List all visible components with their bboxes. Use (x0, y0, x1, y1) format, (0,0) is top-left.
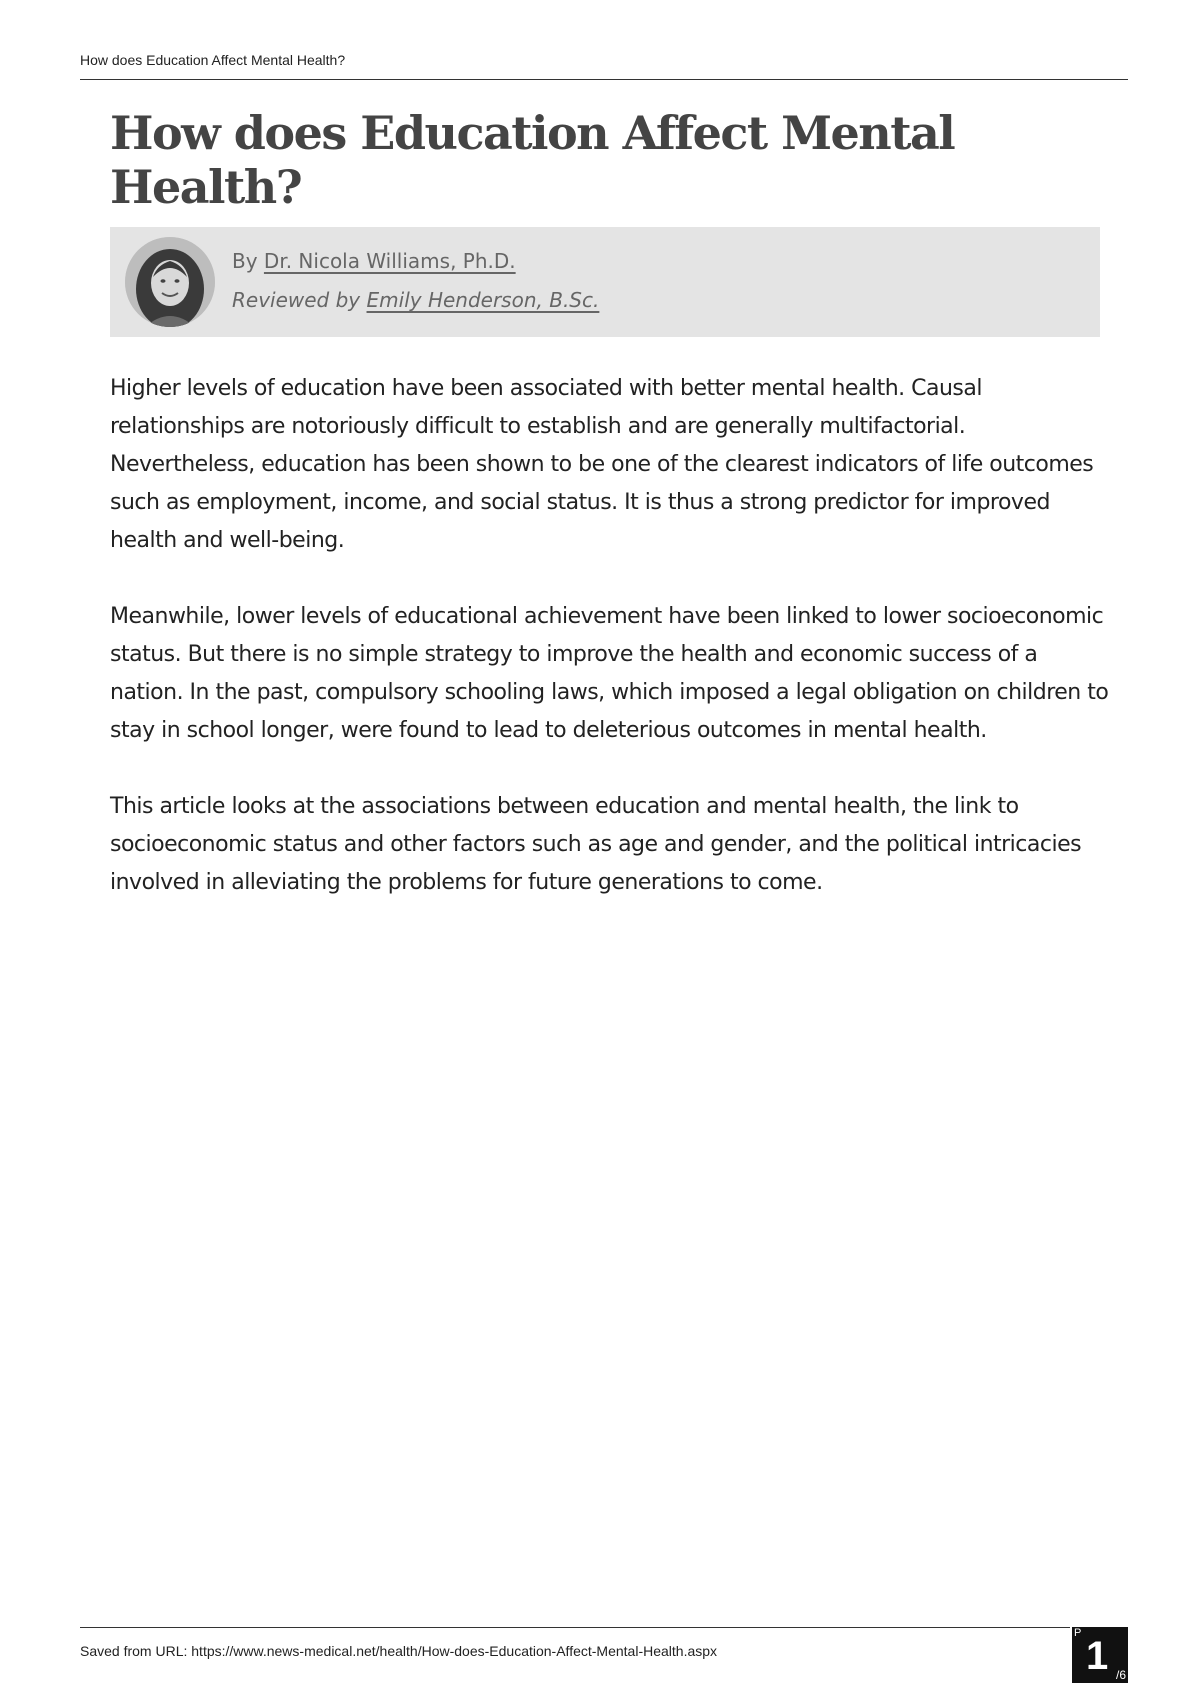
footer-divider (80, 1627, 1070, 1628)
body-paragraph: This article looks at the associations between education and mental health, the link to socioeconomic status and other factors such as age and gender, and the political intricacies involved in alleviating the problems for future generations to come. (110, 794, 1082, 895)
body-paragraph: Higher levels of education have been associated with better mental health. Causal relationships are notoriously difficult to establish and are generally multifactorial. Nevertheless, education has been shown to be one of the clearest indicators of life outcomes such as employment, income, and social status. It is thus a strong predictor for improved health and well-being. (110, 376, 1094, 553)
page-label: P (1074, 1627, 1082, 1639)
page-current: 1 (1086, 1634, 1109, 1678)
running-header-title: How does Education Affect Mental Health? (80, 52, 346, 68)
byline-box (110, 227, 1100, 337)
byline-author-line (232, 249, 516, 273)
footer-saved-url (80, 1643, 717, 1659)
byline-by-prefix: By (232, 249, 258, 273)
byline-reviewer-line (232, 288, 599, 312)
byline-reviewed-prefix: Reviewed by (232, 288, 361, 312)
article-title: How does Education Affect Mental Health? (110, 106, 955, 214)
footer-url-link[interactable]: https://www.news-medical.net/health/How-does-Education-Affect-Mental-Health.aspx (191, 1643, 718, 1659)
body-paragraph: Meanwhile, lower levels of educational achievement have been linked to lower socioeconomic status. But there is no simple strategy to improve the health and economic success of a nation. In the past, compulsory schooling laws, which imposed a legal obligation on children to stay in school longer, were found to lead to deleterious outcomes in mental health. (110, 604, 1109, 743)
header-divider (80, 79, 1128, 80)
article-body (110, 370, 1110, 940)
reviewer-link[interactable]: Emily Henderson, B.Sc. (366, 288, 600, 312)
footer-saved-label: Saved from URL: (80, 1643, 188, 1659)
page-total: /6 (1115, 1668, 1126, 1682)
page-number-badge (1072, 1627, 1128, 1683)
author-avatar (125, 237, 215, 327)
author-link[interactable]: Dr. Nicola Williams, Ph.D. (263, 249, 516, 273)
